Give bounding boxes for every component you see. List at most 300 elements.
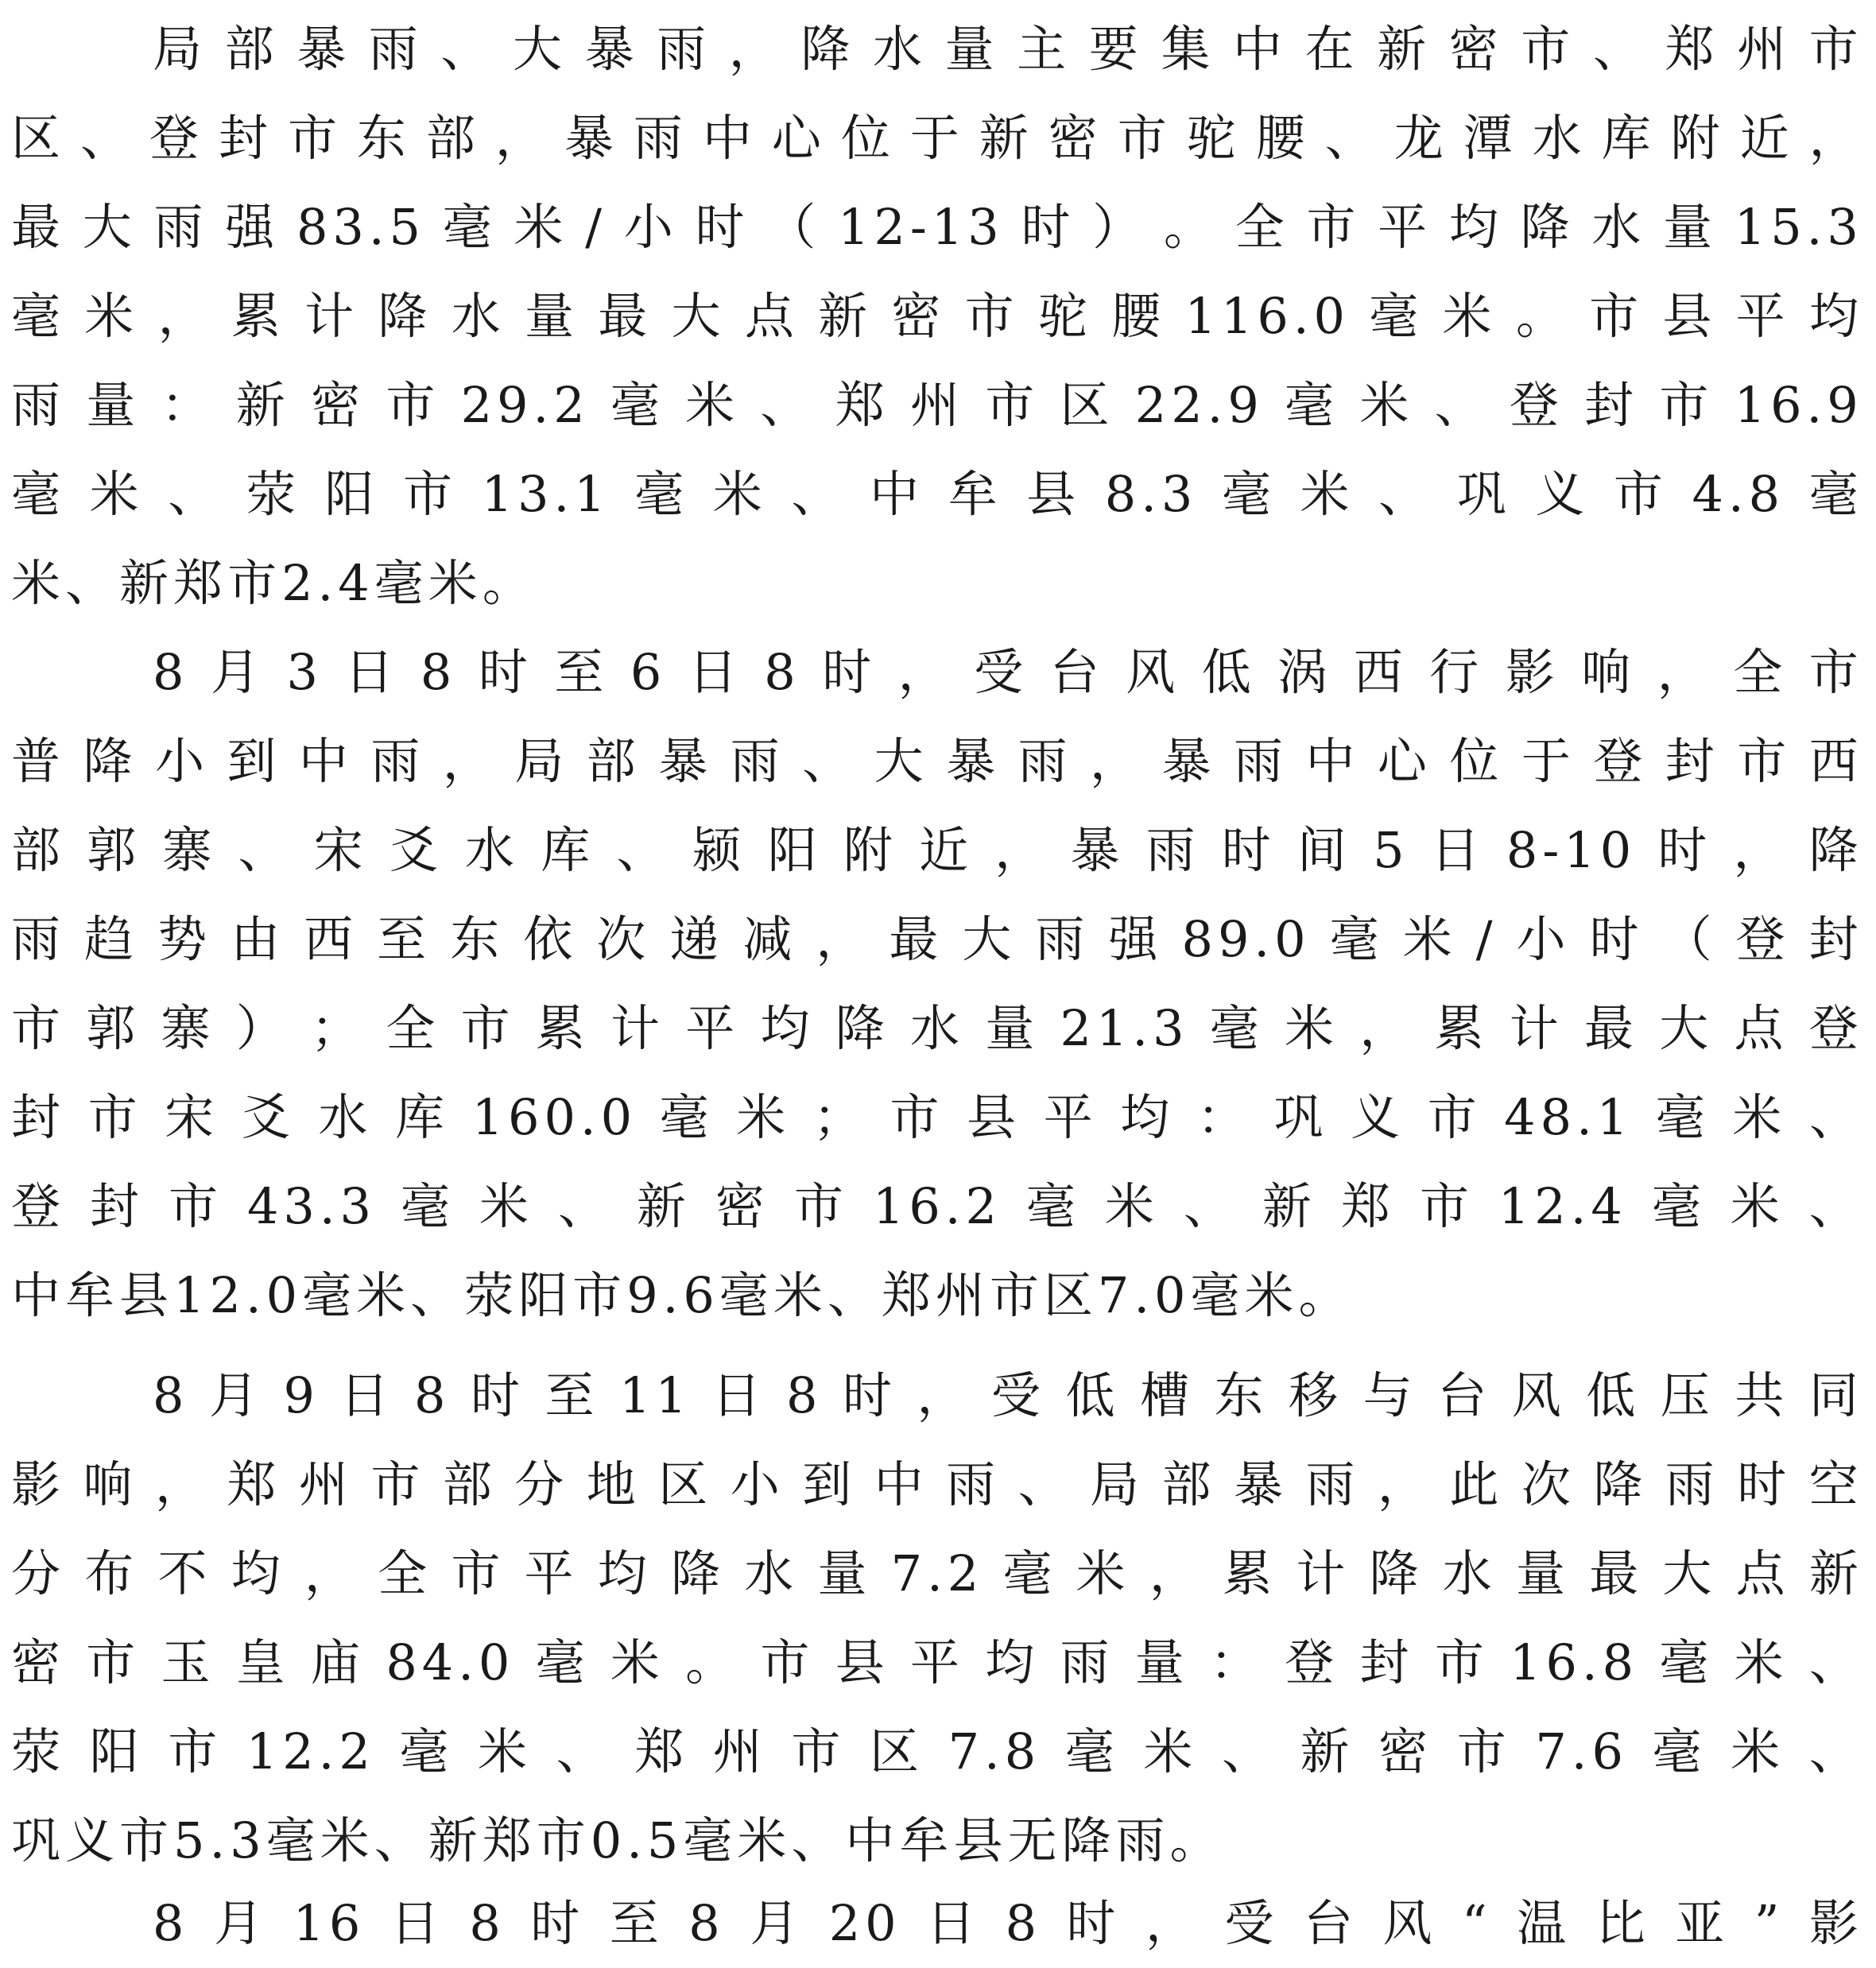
text-line bbox=[11, 1162, 1863, 1251]
text-glyph: 8 bbox=[785, 1366, 823, 1424]
text-glyph: 平 bbox=[909, 1633, 964, 1691]
text-glyph: 中 bbox=[11, 1266, 66, 1324]
text-line bbox=[11, 1529, 1863, 1618]
text-glyph: 市 bbox=[451, 1544, 506, 1602]
text-line bbox=[11, 450, 1863, 539]
text-glyph: 位 bbox=[1449, 732, 1504, 790]
text-glyph: 日 bbox=[339, 1366, 394, 1424]
text-glyph: 龙 bbox=[1393, 109, 1448, 167]
text-glyph: 市 bbox=[87, 1088, 142, 1146]
text-glyph: 庙 bbox=[311, 1633, 366, 1691]
text-glyph: 累 bbox=[1223, 1544, 1277, 1602]
text-glyph: ， bbox=[154, 1455, 209, 1513]
text-line bbox=[11, 1796, 1863, 1885]
text-glyph: 势 bbox=[157, 910, 212, 968]
text-glyph: 均 bbox=[985, 1633, 1040, 1691]
text-glyph: 布 bbox=[84, 1544, 139, 1602]
text-glyph: 米 bbox=[1442, 287, 1497, 345]
text-glyph: 寨 bbox=[162, 821, 217, 879]
text-glyph: 荥 bbox=[11, 1722, 66, 1780]
text-glyph: 密 bbox=[1448, 20, 1503, 78]
text-glyph: 密 bbox=[1378, 1722, 1433, 1780]
text-glyph: 雨 bbox=[368, 20, 423, 78]
text-glyph: 市 bbox=[1427, 1088, 1482, 1146]
text-glyph: 至 bbox=[609, 1894, 664, 1952]
paragraph-first-line bbox=[153, 1879, 1863, 1968]
text-glyph: 登 bbox=[1285, 1633, 1339, 1691]
text-glyph: 雨 bbox=[730, 732, 785, 790]
text-glyph: 毫 bbox=[535, 1633, 590, 1691]
text-glyph: 毫 bbox=[1651, 1177, 1706, 1235]
text-glyph: ； bbox=[311, 999, 366, 1057]
text-glyph: 8 bbox=[153, 1894, 189, 1952]
text-glyph: 不 bbox=[157, 1544, 212, 1602]
text-glyph: 时 bbox=[1066, 1894, 1121, 1952]
text-glyph: 心 bbox=[1377, 732, 1432, 790]
text-glyph: 义 bbox=[65, 1811, 120, 1869]
text-glyph: 毫 bbox=[374, 554, 428, 612]
text-glyph: （ bbox=[1662, 910, 1717, 968]
text-glyph: 台 bbox=[1049, 643, 1104, 701]
text-glyph: 平 bbox=[1378, 198, 1432, 256]
text-glyph: 月 bbox=[750, 1894, 804, 1952]
text-glyph: 8 bbox=[764, 643, 800, 701]
text-glyph: 无 bbox=[1007, 1811, 1062, 1869]
text-glyph: 共 bbox=[1735, 1366, 1789, 1424]
text-glyph: ） bbox=[235, 999, 290, 1057]
text-glyph: 雨 bbox=[11, 910, 66, 968]
text-glyph: 暴 bbox=[1233, 1455, 1288, 1513]
text-glyph: 到 bbox=[802, 1455, 857, 1513]
text-glyph: 月 bbox=[213, 1894, 268, 1952]
text-glyph: 最 bbox=[11, 198, 66, 256]
text-glyph: 市 bbox=[168, 1722, 223, 1780]
text-glyph: 米 bbox=[773, 1266, 828, 1324]
text-glyph: 8 bbox=[153, 643, 189, 701]
text-glyph: 受 bbox=[1224, 1894, 1279, 1952]
text-glyph: / bbox=[1475, 910, 1498, 968]
text-glyph: 16.9 bbox=[1734, 376, 1863, 434]
text-glyph: 低 bbox=[1201, 643, 1256, 701]
text-glyph: 封 bbox=[1359, 1633, 1414, 1691]
text-glyph: 中 bbox=[1305, 732, 1360, 790]
text-glyph: 9.6 bbox=[626, 1266, 719, 1324]
text-glyph: 普 bbox=[11, 732, 66, 790]
text-glyph: 新 bbox=[428, 1811, 483, 1869]
text-glyph: ， bbox=[1733, 821, 1788, 879]
text-glyph: 封 bbox=[1665, 732, 1719, 790]
text-glyph: 郑 bbox=[881, 1266, 936, 1324]
text-glyph: 新 bbox=[1377, 20, 1432, 78]
text-glyph: 雨 bbox=[153, 198, 208, 256]
text-glyph: 递 bbox=[669, 910, 724, 968]
text-glyph: ： bbox=[1196, 1088, 1251, 1146]
text-glyph: 登 bbox=[149, 109, 203, 167]
text-glyph: 郭 bbox=[86, 999, 141, 1057]
text-glyph: 米 bbox=[478, 1722, 533, 1780]
text-glyph: 大 bbox=[82, 198, 137, 256]
text-glyph: 日 bbox=[390, 1894, 444, 1952]
text-glyph: 月 bbox=[208, 1366, 263, 1424]
text-glyph: 平 bbox=[1735, 287, 1790, 345]
text-glyph: 米 bbox=[1730, 1177, 1785, 1235]
text-glyph: 市 bbox=[1434, 1633, 1489, 1691]
text-glyph: 48.1 bbox=[1504, 1088, 1634, 1146]
text-glyph: 量 bbox=[985, 999, 1040, 1057]
text-glyph: 库 bbox=[541, 821, 595, 879]
text-glyph: 市 bbox=[791, 1722, 846, 1780]
text-glyph: 83.5 bbox=[296, 198, 425, 256]
text-glyph: ， bbox=[816, 910, 870, 968]
text-glyph: 大 bbox=[962, 910, 1017, 968]
text-glyph: 量 bbox=[1515, 1544, 1570, 1602]
text-glyph: 毫 bbox=[266, 1811, 320, 1869]
text-glyph: 、 bbox=[827, 1266, 882, 1324]
text-glyph: 、 bbox=[1017, 1455, 1072, 1513]
text-glyph: 大 bbox=[1662, 1544, 1717, 1602]
text-glyph: 响 bbox=[83, 1455, 138, 1513]
text-glyph: 依 bbox=[523, 910, 578, 968]
text-glyph: 、 bbox=[557, 1177, 612, 1235]
text-glyph: 暴 bbox=[946, 732, 1001, 790]
text-glyph: 减 bbox=[742, 910, 797, 968]
text-glyph: 部 bbox=[11, 821, 66, 879]
text-glyph: 米 bbox=[89, 465, 144, 523]
text-glyph: 大 bbox=[512, 20, 567, 78]
text-glyph: 米 bbox=[685, 376, 740, 434]
text-glyph: 计 bbox=[304, 287, 359, 345]
text-glyph: 均 bbox=[1448, 198, 1503, 256]
text-glyph: ” bbox=[1754, 1894, 1785, 1952]
text-glyph: 6 bbox=[630, 643, 667, 701]
text-glyph: 雨 bbox=[11, 376, 66, 434]
text-glyph: 时 bbox=[1021, 198, 1076, 256]
text-glyph: 州 bbox=[1737, 20, 1792, 78]
text-glyph: 皇 bbox=[235, 1633, 290, 1691]
text-glyph: 空 bbox=[1808, 1455, 1863, 1513]
text-glyph: 、 bbox=[374, 1811, 428, 1869]
text-glyph: 毫 bbox=[11, 287, 66, 345]
text-glyph: 县 bbox=[835, 1633, 890, 1691]
text-glyph: 、 bbox=[616, 821, 671, 879]
text-glyph: 市 bbox=[11, 999, 66, 1057]
text-glyph: 驼 bbox=[1186, 109, 1241, 167]
text-glyph: 在 bbox=[1304, 20, 1359, 78]
text-glyph: 12-13 bbox=[837, 198, 1004, 256]
text-glyph: 16 bbox=[293, 1894, 366, 1952]
text-glyph: 趋 bbox=[84, 910, 139, 968]
text-glyph: 米 bbox=[1076, 1544, 1130, 1602]
text-glyph: 累 bbox=[535, 999, 590, 1057]
text-glyph: 89.0 bbox=[1181, 910, 1311, 968]
text-glyph: 市 bbox=[168, 1177, 223, 1235]
text-glyph: 区 bbox=[11, 109, 66, 167]
text-glyph: 区 bbox=[869, 1722, 924, 1780]
text-glyph: 点 bbox=[744, 287, 799, 345]
text-glyph: 影 bbox=[1505, 643, 1560, 701]
text-glyph: 大 bbox=[874, 732, 928, 790]
text-glyph: 计 bbox=[1509, 999, 1564, 1057]
text-glyph: 市 bbox=[1521, 20, 1576, 78]
text-glyph: 由 bbox=[231, 910, 285, 968]
text-glyph: 12.4 bbox=[1498, 1177, 1627, 1235]
text-glyph: 义 bbox=[1350, 1088, 1405, 1146]
text-glyph: 雨 bbox=[657, 20, 711, 78]
text-glyph: 分 bbox=[11, 1544, 66, 1602]
text-glyph: 毫 bbox=[610, 376, 665, 434]
text-glyph: 2.4 bbox=[281, 554, 374, 612]
text-glyph: 点 bbox=[1734, 999, 1789, 1057]
text-glyph: ， bbox=[1145, 1894, 1200, 1952]
text-glyph: 至 bbox=[554, 643, 609, 701]
text-glyph: 量 bbox=[1134, 1633, 1189, 1691]
text-glyph: 米 bbox=[1285, 999, 1339, 1057]
text-glyph: 、 bbox=[168, 465, 223, 523]
text-glyph: 米 bbox=[356, 1266, 411, 1324]
text-glyph: 毫 bbox=[1221, 465, 1276, 523]
text-glyph: 时 bbox=[1589, 910, 1644, 968]
text-glyph: 比 bbox=[1595, 1894, 1650, 1952]
text-glyph: 时 bbox=[530, 1894, 585, 1952]
text-glyph: 均 bbox=[597, 1544, 652, 1602]
text-glyph: 封 bbox=[89, 1177, 144, 1235]
text-glyph: 地 bbox=[586, 1455, 641, 1513]
text-glyph: 密 bbox=[715, 1177, 769, 1235]
text-glyph: 影 bbox=[1808, 1894, 1863, 1952]
text-glyph: 全 bbox=[1733, 643, 1788, 701]
text-glyph: 8 bbox=[1005, 1894, 1042, 1952]
text-glyph: 平 bbox=[524, 1544, 579, 1602]
text-glyph: 大 bbox=[1659, 999, 1714, 1057]
text-glyph: 市 bbox=[536, 1811, 591, 1869]
text-glyph: 阳 bbox=[518, 1266, 573, 1324]
text-glyph: 新 bbox=[1262, 1177, 1316, 1235]
text-glyph: 毫 bbox=[1190, 1266, 1245, 1324]
text-glyph: 毫 bbox=[1808, 465, 1863, 523]
text-glyph: 区 bbox=[1060, 376, 1114, 434]
text-glyph: 时 bbox=[478, 643, 533, 701]
text-glyph: 阳 bbox=[324, 465, 379, 523]
text-glyph: 毫 bbox=[11, 465, 66, 523]
text-glyph: 全 bbox=[378, 1544, 432, 1602]
text-line bbox=[11, 717, 1863, 806]
text-line bbox=[11, 895, 1863, 984]
text-glyph: 7.6 bbox=[1535, 1722, 1628, 1780]
text-glyph: 雨 bbox=[1115, 1811, 1170, 1869]
text-glyph: 新 bbox=[636, 1177, 691, 1235]
text-glyph: 。 bbox=[685, 1633, 740, 1691]
text-glyph: ） bbox=[1092, 198, 1147, 256]
text-glyph: 毫 bbox=[719, 1266, 773, 1324]
text-glyph: 于 bbox=[1521, 732, 1576, 790]
text-glyph: 毫 bbox=[1655, 1088, 1710, 1146]
text-line bbox=[11, 806, 1863, 895]
text-glyph: 密 bbox=[11, 1633, 66, 1691]
text-glyph: 累 bbox=[231, 287, 285, 345]
text-glyph: 寨 bbox=[161, 999, 215, 1057]
text-glyph: 毫 bbox=[659, 1088, 714, 1146]
text-glyph: 水 bbox=[465, 821, 520, 879]
text-glyph: 义 bbox=[1535, 465, 1590, 523]
text-glyph: 郑 bbox=[1665, 20, 1719, 78]
text-line bbox=[11, 1440, 1863, 1529]
text-glyph: 、 bbox=[1324, 109, 1379, 167]
text-glyph: 米 bbox=[1359, 376, 1414, 434]
text-glyph: 量 bbox=[1663, 198, 1718, 256]
text-glyph: 巩 bbox=[1456, 465, 1511, 523]
text-glyph: 县 bbox=[1026, 465, 1081, 523]
text-glyph: ， bbox=[1090, 732, 1145, 790]
text-glyph: 登 bbox=[11, 1177, 66, 1235]
text-glyph: 市 bbox=[964, 287, 1019, 345]
text-glyph: 点 bbox=[1735, 1544, 1790, 1602]
text-glyph: 米 bbox=[428, 554, 483, 612]
text-glyph: 县 bbox=[953, 1811, 1008, 1869]
text-glyph: 封 bbox=[218, 109, 273, 167]
text-glyph: 主 bbox=[1017, 20, 1072, 78]
text-glyph: 雨 bbox=[370, 732, 425, 790]
text-line bbox=[11, 1251, 1863, 1340]
text-glyph: ， bbox=[304, 1544, 359, 1602]
text-glyph: 。 bbox=[1298, 1266, 1353, 1324]
text-glyph: （ bbox=[766, 198, 821, 256]
text-glyph: 库 bbox=[1601, 109, 1656, 167]
text-glyph: 8 bbox=[153, 1366, 189, 1424]
text-glyph: 部 bbox=[425, 109, 480, 167]
text-glyph: 。 bbox=[1169, 1811, 1224, 1869]
text-glyph: 量 bbox=[524, 287, 579, 345]
text-glyph: 16.2 bbox=[872, 1177, 1002, 1235]
text-glyph: 爻 bbox=[241, 1088, 296, 1146]
text-glyph: 区 bbox=[658, 1455, 713, 1513]
text-glyph: 登 bbox=[1735, 910, 1790, 968]
text-glyph: 水 bbox=[910, 999, 965, 1057]
text-glyph: 、 bbox=[238, 821, 293, 879]
text-glyph: 此 bbox=[1449, 1455, 1504, 1513]
text-glyph: 郑 bbox=[835, 376, 890, 434]
text-glyph: 市 bbox=[1613, 465, 1668, 523]
text-glyph: 新 bbox=[1300, 1722, 1355, 1780]
text-glyph: 市 bbox=[1117, 109, 1172, 167]
text-glyph: 行 bbox=[1429, 643, 1484, 701]
text-glyph: 市 bbox=[227, 554, 282, 612]
text-glyph: 计 bbox=[610, 999, 665, 1057]
text-glyph: 水 bbox=[318, 1088, 373, 1146]
text-glyph: 米 bbox=[1732, 1088, 1787, 1146]
text-glyph: 低 bbox=[1586, 1366, 1641, 1424]
text-glyph: 12.0 bbox=[173, 1266, 303, 1324]
text-glyph: 与 bbox=[1362, 1366, 1417, 1424]
text-glyph: 巩 bbox=[1273, 1088, 1328, 1146]
text-glyph: 米 bbox=[514, 198, 568, 256]
text-glyph: 郑 bbox=[482, 1811, 537, 1869]
text-glyph: 市 bbox=[402, 465, 457, 523]
text-glyph: 毫 bbox=[1064, 1722, 1119, 1780]
text-glyph: 登 bbox=[1808, 999, 1863, 1057]
text-glyph: 毫 bbox=[302, 1266, 357, 1324]
text-glyph: 降 bbox=[1061, 1811, 1116, 1869]
text-glyph: 暴 bbox=[564, 109, 618, 167]
text-glyph: 亚 bbox=[1675, 1894, 1730, 1952]
text-glyph: 7.0 bbox=[1097, 1266, 1191, 1324]
text-glyph: 、 bbox=[1378, 465, 1433, 523]
text-glyph: 市 bbox=[572, 1266, 627, 1324]
text-glyph: ： bbox=[1210, 1633, 1265, 1691]
text-glyph: 9 bbox=[283, 1366, 320, 1424]
text-glyph: 时 bbox=[1737, 1455, 1792, 1513]
text-glyph: ， bbox=[157, 287, 212, 345]
text-glyph: 米 bbox=[736, 1088, 791, 1146]
text-glyph: 潭 bbox=[1463, 109, 1517, 167]
text-glyph: 量 bbox=[817, 1544, 872, 1602]
text-line bbox=[11, 1618, 1863, 1707]
text-glyph: 于 bbox=[909, 109, 964, 167]
text-glyph: 雨 bbox=[1060, 1633, 1114, 1691]
text-glyph: 州 bbox=[909, 376, 964, 434]
text-glyph: 雨 bbox=[1305, 1455, 1360, 1513]
text-glyph: 涡 bbox=[1277, 643, 1332, 701]
text-line bbox=[11, 984, 1863, 1073]
text-glyph: 要 bbox=[1088, 20, 1143, 78]
text-glyph: 日 bbox=[926, 1894, 981, 1952]
text-glyph: 12.2 bbox=[246, 1722, 375, 1780]
text-glyph: 区 bbox=[1043, 1266, 1098, 1324]
text-glyph: 暴 bbox=[297, 20, 351, 78]
text-glyph: 腰 bbox=[1111, 287, 1166, 345]
text-glyph: 心 bbox=[771, 109, 826, 167]
text-glyph: ， bbox=[494, 109, 549, 167]
text-glyph: 日 bbox=[688, 643, 742, 701]
text-glyph: 。 bbox=[1515, 287, 1570, 345]
text-glyph: 米 bbox=[84, 287, 139, 345]
text-glyph: 县 bbox=[1662, 287, 1717, 345]
text-glyph: 郑 bbox=[227, 1455, 281, 1513]
text-glyph: 降 bbox=[800, 20, 855, 78]
text-glyph: 毫 bbox=[1025, 1177, 1080, 1235]
text-glyph: ， bbox=[1377, 1455, 1432, 1513]
text-glyph: 次 bbox=[1521, 1455, 1576, 1513]
text-glyph: 风 bbox=[1126, 643, 1180, 701]
text-glyph: 密 bbox=[1048, 109, 1103, 167]
text-glyph: 米 bbox=[1402, 910, 1457, 968]
text-glyph: 、 bbox=[791, 465, 846, 523]
paragraph-first-line bbox=[153, 628, 1863, 717]
text-glyph: 降 bbox=[1593, 1455, 1648, 1513]
text-glyph: 降 bbox=[670, 1544, 725, 1602]
text-glyph: 库 bbox=[394, 1088, 449, 1146]
text-glyph: 小 bbox=[1516, 910, 1571, 968]
text-glyph: 5.3 bbox=[173, 1811, 266, 1869]
text-glyph: 29.2 bbox=[460, 376, 590, 434]
text-glyph: 市 bbox=[287, 109, 342, 167]
text-glyph: 巩 bbox=[11, 1811, 66, 1869]
text-glyph: 宋 bbox=[165, 1088, 219, 1146]
text-glyph: 毫 bbox=[1652, 1722, 1707, 1780]
text-glyph: 附 bbox=[1670, 109, 1725, 167]
text-glyph: 中 bbox=[845, 1811, 900, 1869]
text-glyph: 、 bbox=[1434, 376, 1489, 434]
text-glyph: 西 bbox=[1353, 643, 1408, 701]
text-glyph: 毫 bbox=[1002, 1544, 1057, 1602]
text-glyph: 腰 bbox=[1255, 109, 1310, 167]
text-glyph: 东 bbox=[1214, 1366, 1269, 1424]
text-glyph: 强 bbox=[1108, 910, 1163, 968]
text-glyph: 、 bbox=[1221, 1722, 1276, 1780]
text-glyph: 、 bbox=[1808, 1177, 1863, 1235]
text-glyph: 8 bbox=[414, 1366, 451, 1424]
text-glyph: 小 bbox=[154, 732, 209, 790]
text-glyph: 最 bbox=[1584, 999, 1639, 1057]
